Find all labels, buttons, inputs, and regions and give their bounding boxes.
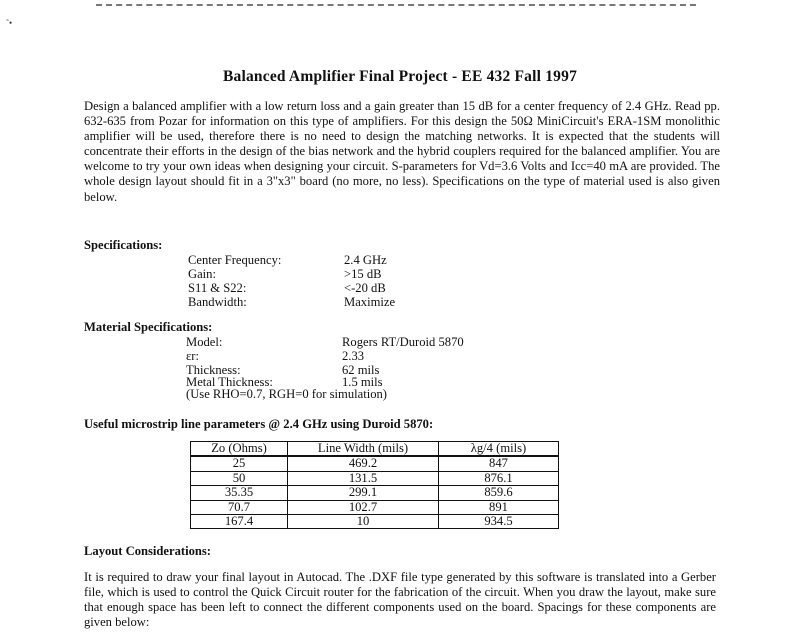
spec-value: Maximize [344,295,396,309]
microstrip-table [190,441,559,529]
spec-label: Bandwidth: [188,295,247,309]
table-cell: 167.4 [191,515,288,529]
document-title: Balanced Amplifier Final Project - EE 432 Fall 1997 [222,68,578,85]
scan-mark: ˜• [6,18,13,28]
table-cell: 299.1 [288,486,439,500]
scan-artifact-line [96,4,696,6]
material-heading: Material Specifications: [84,320,213,334]
table-cell: 891 [439,500,559,514]
table-cell: 70.7 [191,500,288,514]
table-row [191,515,559,529]
material-value: 2.33 [342,349,365,363]
layout-heading: Layout Considerations: [84,544,212,558]
table-header-row [191,442,559,457]
spec-label: Gain: [188,267,216,281]
table-cell: 934.5 [439,515,559,529]
material-label: Thickness: [186,363,241,377]
material-value: Rogers RT/Duroid 5870 [342,335,464,349]
table-cell: 469.2 [288,456,439,471]
column-header: Zo (Ohms) [191,442,288,457]
material-label: Model: [186,335,223,349]
table-cell: 102.7 [288,500,439,514]
table-cell: 25 [191,456,288,471]
spec-value: 2.4 GHz [344,253,387,267]
table-cell: 131.5 [288,471,439,485]
table-row [191,486,559,500]
specifications-heading: Specifications: [84,238,163,252]
table-cell: 876.1 [439,471,559,485]
column-header: λg/4 (mils) [439,442,559,457]
table-cell: 35.35 [191,486,288,500]
column-header: Line Width (mils) [288,442,439,457]
intro-paragraph: Design a balanced amplifier with a low return loss and a gain greater than 15 dB for a center frequency of 2.4 GHz. Read pp. 632-635 from Pozar for information on this type of amplifiers. For this design the 50Ω MiniCircuit's ERA-1SM monolithic amplifier will be used, therefore there is no need to design the matching networks. It is expected that the students will concentrate their efforts in the design of the bias network and the hybrid couplers required for the balanced amplifier. You are welcome to try your own ideas when designing your circuit. S-parameters for Vd=3.6 Volts and Icc=40 mA are provided. The whole design layout should fit in a 3"x3" board (no more, no less). Specifications on the type of material used is also given below. [84,99,720,204]
table-cell: 859.6 [439,486,559,500]
table-row [191,456,559,471]
material-label: εr: [186,349,199,363]
spec-value: >15 dB [344,267,382,281]
material-label: Metal Thickness: [186,375,273,389]
spec-label: Center Frequency: [188,253,282,267]
layout-paragraph: It is required to draw your final layout in Autocad. The .DXF file type generated by this software is translated into a Gerber file, which is used to control the Quick Circuit router for the fabrication of the circuit. When you draw the layout, make sure that enough space has been left to connect the different components used on the board. Spacings for these components are given below: [84,570,716,630]
material-value: 62 mils [342,363,380,377]
material-value: 1.5 mils [342,375,383,389]
microstrip-heading: Useful microstrip line parameters @ 2.4 GHz using Duroid 5870: [84,417,434,431]
spec-label: S11 & S22: [188,281,247,295]
simulation-note: (Use RHO=0.7, RGH=0 for simulation) [186,387,387,401]
table-row [191,500,559,514]
table-row [191,471,559,485]
table-cell: 847 [439,456,559,471]
table-cell: 10 [288,515,439,529]
spec-value: <-20 dB [344,281,386,295]
table-cell: 50 [191,471,288,485]
